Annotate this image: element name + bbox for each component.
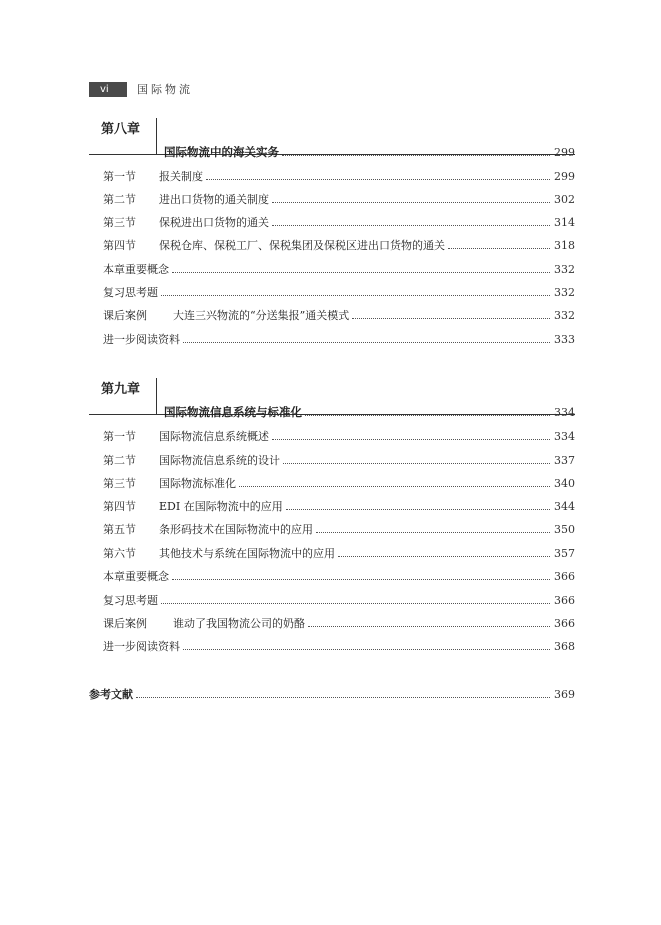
section-number: 课后案例 [103,309,147,322]
chapter-divider-vertical [156,378,157,414]
section-number: 课后案例 [103,617,147,630]
section-number: 第四节 [103,239,136,252]
page-number: 332 [554,286,575,299]
page-number: 350 [554,523,575,536]
page-number: 357 [554,547,575,560]
dot-leader [206,179,550,180]
entry-label: 保税仓库、保税工厂、保税集团及保税区进出口货物的通关 [159,239,445,252]
dot-leader [161,295,550,296]
entry-label: 复习思考题 [103,286,158,299]
toc-entry[interactable] [103,521,575,537]
dot-leader [239,486,550,487]
toc-entry[interactable] [103,191,575,207]
entry-label: 谁动了我国物流公司的奶酪 [173,617,305,630]
entry-label: 进出口货物的通关制度 [159,193,269,206]
entry-label: 进一步阅读资料 [103,640,180,653]
dot-leader [183,649,550,650]
dot-leader [272,202,550,203]
entry-label: 报关制度 [159,170,203,183]
dot-leader [161,603,550,604]
toc-entry[interactable] [103,498,575,514]
section-number: 第二节 [103,454,136,467]
dot-leader [352,318,550,319]
chapter-label: 第八章 [101,122,141,137]
page-number: 299 [554,170,575,183]
page-number: 344 [554,500,575,513]
dot-leader [283,463,550,464]
section-number: 第三节 [103,216,136,229]
chapter-title: 国际物流信息系统与标准化 [164,405,302,419]
page-number: 366 [554,617,575,630]
toc-entry[interactable] [103,545,575,561]
page-number: 369 [554,688,575,701]
page-number: 299 [554,146,575,159]
page-number: 302 [554,193,575,206]
entry-label: 保税进出口货物的通关 [159,216,269,229]
section-number: 第一节 [103,170,136,183]
page-number: 333 [554,333,575,346]
toc-entry[interactable] [103,168,575,184]
section-number: 第五节 [103,523,136,536]
section-number: 第一节 [103,430,136,443]
entry-label: EDI 在国际物流中的应用 [159,500,283,513]
dot-leader [448,248,550,249]
toc-entry[interactable] [103,452,575,468]
dot-leader [183,342,550,343]
page-number-tab: vi [89,82,127,97]
toc-entry[interactable] [103,284,575,300]
dot-leader [136,697,550,698]
dot-leader [305,415,550,416]
entry-label: 本章重要概念 [103,263,169,276]
page-number: 334 [554,406,575,419]
toc-entry[interactable] [103,615,575,631]
page-number: 368 [554,640,575,653]
entry-label: 国际物流信息系统的设计 [159,454,280,467]
page-number: 332 [554,309,575,322]
entry-label: 国际物流标准化 [159,477,236,490]
page-number: 332 [554,263,575,276]
section-number: 第二节 [103,193,136,206]
dot-leader [172,579,550,580]
page-number: 334 [554,430,575,443]
toc-entry[interactable] [103,428,575,444]
chapter-divider-vertical [156,118,157,154]
toc-entry-references[interactable] [89,686,575,702]
toc-entry[interactable] [103,638,575,654]
dot-leader [272,225,550,226]
dot-leader [316,532,550,533]
chapter-title: 国际物流中的海关实务 [164,145,279,159]
chapter-title-row[interactable] [164,404,575,420]
dot-leader [338,556,550,557]
toc-entry[interactable] [103,568,575,584]
book-title: 国际物流 [137,83,193,96]
toc-entry[interactable] [103,307,575,323]
dot-leader [286,509,550,510]
toc-entry[interactable] [103,475,575,491]
section-number: 第六节 [103,547,136,560]
toc-entry[interactable] [103,261,575,277]
toc-entry[interactable] [103,331,575,347]
page-number: 318 [554,239,575,252]
entry-label: 大连三兴物流的“分送集报”通关模式 [173,309,350,322]
chapter-title-row[interactable] [164,144,575,160]
page-number: 340 [554,477,575,490]
dot-leader [308,626,550,627]
entry-label: 本章重要概念 [103,570,169,583]
page-number: 337 [554,454,575,467]
running-header [89,81,193,97]
page-number: 366 [554,570,575,583]
chapter-label: 第九章 [101,382,141,397]
toc-entry[interactable] [103,592,575,608]
toc-entry[interactable] [103,237,575,253]
dot-leader [282,155,550,156]
dot-leader [272,439,550,440]
section-number: 第三节 [103,477,136,490]
page-number: 366 [554,594,575,607]
entry-label: 其他技术与系统在国际物流中的应用 [159,547,335,560]
page-number: 314 [554,216,575,229]
entry-label: 参考文献 [89,688,133,701]
dot-leader [172,272,550,273]
section-number: 第四节 [103,500,136,513]
toc-entry[interactable] [103,214,575,230]
entry-label: 条形码技术在国际物流中的应用 [159,523,313,536]
entry-label: 复习思考题 [103,594,158,607]
entry-label: 国际物流信息系统概述 [159,430,269,443]
entry-label: 进一步阅读资料 [103,333,180,346]
